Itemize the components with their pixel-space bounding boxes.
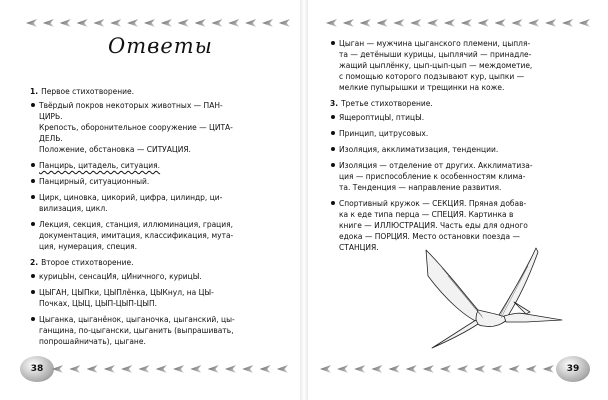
answer-line: Крепость, оборонительное сооружение — ЦИТА- [39,123,233,132]
answer-section [30,257,278,347]
answer-line: ка к еде типа перца — СПЕЦИЯ. Картинка в [339,210,514,219]
answer-line: Почках, ЦЫЦ, ЦЫП-ЦЫП-ЦЫП. [39,299,158,308]
section-heading [30,86,278,97]
section-number: 1. [30,87,39,96]
section-heading [30,257,278,268]
section-title: Первое стихотворение. [41,87,135,96]
answer-item [30,100,278,155]
top-decorative-border [326,18,590,28]
border-ornament-icon [478,19,489,27]
right-page [308,0,600,400]
border-ornament-icon [26,19,37,27]
answer-line: Цыган — мужчина цыганского племени, цыпля- [339,39,531,48]
border-ornament-icon [461,19,472,27]
border-ornament-icon [277,365,288,373]
page-number: 38 [20,356,54,382]
border-ornament-icon [161,19,172,27]
border-ornament-icon [389,365,400,373]
border-ornament-icon [279,19,290,27]
answer-item [30,160,278,171]
border-ornament-icon [509,365,520,373]
pterodactyl-leg [432,320,478,348]
pterodactyl-head [504,313,562,322]
border-ornament-icon [104,365,115,373]
answer-line: Панцирь, цитадель, ситуация. [39,161,161,170]
border-ornament-icon [491,365,502,373]
border-ornament-icon [377,19,388,27]
answer-section [330,38,582,93]
border-ornament-icon [444,19,455,27]
border-ornament-icon [228,19,239,27]
answer-line: ЦИРЬ. [39,112,63,121]
border-ornament-icon [178,19,189,27]
answer-line: ция, нумерация, специя. [39,242,138,251]
border-ornament-icon [371,365,382,373]
border-ornament-icon [262,19,273,27]
border-ornament-icon [260,365,271,373]
border-ornament-icon [208,365,219,373]
answer-line: попрошайничать), цыгане. [39,337,146,346]
book-gutter [300,0,308,400]
left-page-body [30,84,278,352]
answer-line: СТАНЦИЯ. [339,243,379,252]
answer-line: едока — ПОРЦИЯ. Место остановки поезда — [339,232,520,241]
answer-item [330,128,582,139]
pterodactyl-crest [514,302,530,314]
answer-line: Положение, обстановка — СИТУАЦИЯ. [39,145,191,154]
border-ornament-icon [320,365,331,373]
border-ornament-icon [69,365,80,373]
answer-item [30,176,278,187]
section-number: 3. [330,99,339,108]
border-ornament-icon [337,365,348,373]
answer-item [330,38,582,93]
answer-section [330,98,582,253]
border-ornament-icon [526,365,537,373]
answer-line: ЯщероптицЫ, птицЫ. [339,113,425,122]
border-ornament-icon [156,365,167,373]
border-ornament-icon [579,19,590,27]
answer-line: ция — приспособление к особенностям клима- [339,172,526,181]
border-ornament-icon [190,365,201,373]
border-ornament-icon [127,19,138,27]
border-ornament-icon [393,19,404,27]
border-ornament-icon [360,19,371,27]
border-ornament-icon [195,19,206,27]
section-heading [330,98,582,109]
border-ornament-icon [423,365,434,373]
answer-line: Спортивный кружок — СЕКЦИЯ. Пряная добав- [339,199,527,208]
answer-item [30,219,278,252]
page-title: Ответы [108,34,213,58]
answer-line: Изоляция — отделение от других. Акклиматиза- [339,161,533,170]
border-ornament-icon [354,365,365,373]
answer-item [330,144,582,155]
border-ornament-icon [245,19,256,27]
answer-item [30,287,278,309]
border-ornament-icon [410,19,421,27]
answer-line: мелкие пупырышки и трещинки на коже. [339,83,505,92]
answer-line: та — детёныши курицы, цыплячий — принадле- [339,50,532,59]
border-ornament-icon [543,365,554,373]
border-ornament-icon [457,365,468,373]
answer-line: Лекция, секция, станция, иллюминация, грация, [39,220,234,229]
border-ornament-icon [343,19,354,27]
page-number: 39 [556,356,590,382]
answer-line: Цыганка, цыганёнок, цыганочка, цыганский, цы- [39,315,235,324]
border-ornament-icon [93,19,104,27]
pterodactyl-illustration [386,240,586,360]
right-page-body [330,38,582,258]
section-title: Второе стихотворение. [41,258,134,267]
answer-item [30,314,278,347]
pterodactyl-wing-right [496,248,538,322]
answer-line: с помощью которого подзывают кур, цыпки — [339,72,525,81]
answer-item [330,112,582,123]
border-ornament-icon [495,19,506,27]
border-ornament-icon [440,365,451,373]
border-ornament-icon [562,19,573,27]
border-ornament-icon [77,19,88,27]
border-ornament-icon [545,19,556,27]
answer-line: Изоляция, акклиматизация, тенденции. [339,145,499,154]
answer-line: ЦЫГАН, ЦЫПки, ЦЫПлёнка, ЦЫКнул, на ЦЫ- [39,288,214,297]
border-ornament-icon [427,19,438,27]
border-ornament-icon [52,365,63,373]
answer-line: Панцирный, ситуационный. [39,177,150,186]
border-ornament-icon [211,19,222,27]
answer-item [330,160,582,193]
border-ornament-icon [121,365,132,373]
border-ornament-icon [528,19,539,27]
bottom-decorative-border [320,364,554,374]
answer-line: Твёрдый покров некоторых животных — ПАН- [39,101,223,110]
bottom-decorative-border [52,364,288,374]
top-decorative-border [26,18,290,28]
answer-line: жащий цыплёнку, цып-цып-цып — междометие, [339,61,533,70]
answer-line: документация, имитация, классификация, мута- [39,231,234,240]
border-ornament-icon [110,19,121,27]
answer-line: Принцип, цитрусовых. [339,129,429,138]
answer-item [30,192,278,214]
section-title: Третье стихотворение. [341,99,433,108]
answer-line: курицЫн, сенсацИя, цИничного, курицЫ. [39,272,202,281]
border-ornament-icon [406,365,417,373]
border-ornament-icon [511,19,522,27]
border-ornament-icon [474,365,485,373]
border-ornament-icon [43,19,54,27]
answer-line: Цирк, циновка, цикорий, цифра, цилиндр, ци- [39,193,223,202]
border-ornament-icon [138,365,149,373]
border-ornament-icon [87,365,98,373]
border-ornament-icon [144,19,155,27]
answer-line: ДЕЛЬ. [39,134,63,143]
answer-line: ганщина, по-цыгански, цыганить (выпрашивать, [39,326,234,335]
border-ornament-icon [60,19,71,27]
left-page [8,0,300,400]
border-ornament-icon [225,365,236,373]
answer-item [30,271,278,282]
answer-section [30,86,278,252]
border-ornament-icon [242,365,253,373]
answer-line: книге — ИЛЛЮСТРАЦИЯ. Часть еды для одного [339,221,528,230]
answer-line: вилизация, цикл. [39,204,108,213]
border-ornament-icon [326,19,337,27]
section-number: 2. [30,258,39,267]
border-ornament-icon [173,365,184,373]
answer-line: та. Тенденция — направление развития. [339,183,502,192]
